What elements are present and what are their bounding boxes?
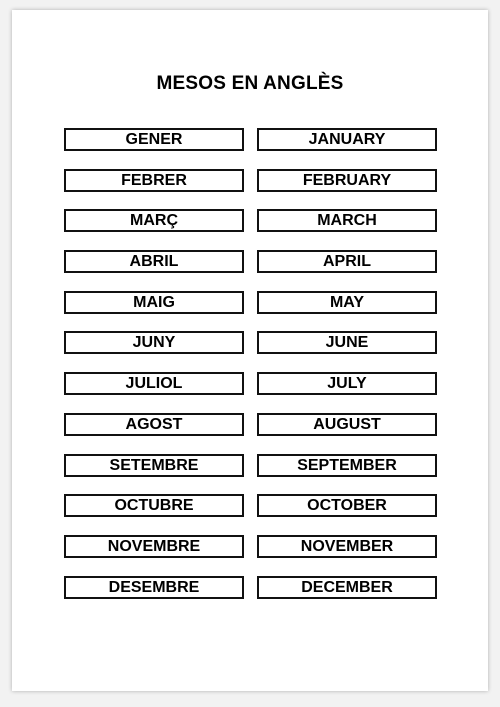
english-month-cell: MAY [257,291,437,314]
catalan-month-cell: SETEMBRE [64,454,244,477]
english-month-cell: JANUARY [257,128,437,151]
english-month-cell: SEPTEMBER [257,454,437,477]
month-row [64,413,437,436]
english-month-cell: DECEMBER [257,576,437,599]
english-month-cell: MARCH [257,209,437,232]
english-month-cell: OCTOBER [257,494,437,517]
catalan-month-cell: NOVEMBRE [64,535,244,558]
month-row [64,576,437,599]
month-row [64,372,437,395]
catalan-month-cell: MARÇ [64,209,244,232]
month-row [64,169,437,192]
english-month-cell: APRIL [257,250,437,273]
catalan-month-cell: JUNY [64,331,244,354]
english-month-cell: FEBRUARY [257,169,437,192]
page-title: MESOS EN ANGLÈS [156,73,344,94]
month-row [64,250,437,273]
month-row [64,331,437,354]
month-row [64,128,437,151]
catalan-month-cell: DESEMBRE [64,576,244,599]
catalan-month-cell: ABRIL [64,250,244,273]
catalan-month-cell: MAIG [64,291,244,314]
months-table [64,128,437,616]
english-month-cell: NOVEMBER [257,535,437,558]
catalan-month-cell: GENER [64,128,244,151]
english-month-cell: JULY [257,372,437,395]
english-month-cell: AUGUST [257,413,437,436]
english-month-cell: JUNE [257,331,437,354]
catalan-month-cell: FEBRER [64,169,244,192]
catalan-month-cell: AGOST [64,413,244,436]
month-row [64,291,437,314]
month-row [64,535,437,558]
month-row [64,454,437,477]
catalan-month-cell: OCTUBRE [64,494,244,517]
catalan-month-cell: JULIOL [64,372,244,395]
month-row [64,209,437,232]
month-row [64,494,437,517]
worksheet-page [12,10,488,691]
